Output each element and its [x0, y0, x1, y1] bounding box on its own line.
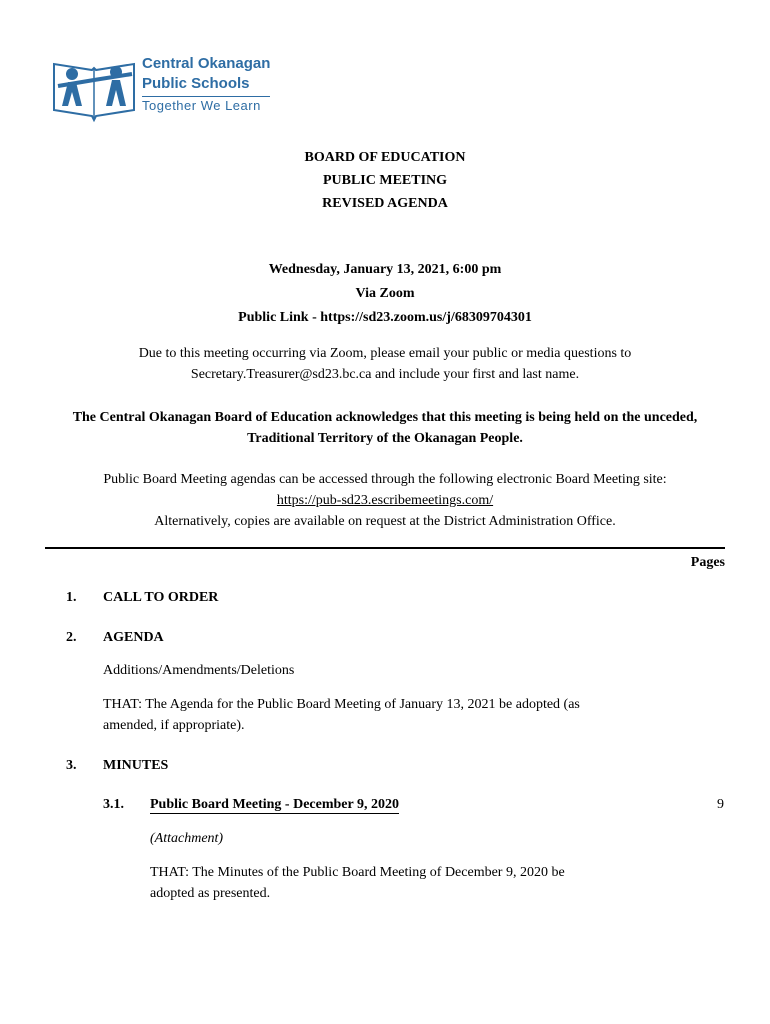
item-2-subtitle: Additions/Amendments/Deletions: [103, 663, 295, 678]
logo-wordmark: [142, 54, 270, 94]
subitem-3-1-page: 9: [717, 797, 724, 812]
logo-tagline: Together We Learn: [142, 98, 261, 113]
meeting-venue: Via Zoom: [355, 286, 415, 301]
meeting-datetime: Wednesday, January 13, 2021, 6:00 pm: [268, 262, 502, 277]
header-line-2: PUBLIC MEETING: [322, 173, 448, 188]
subitem-3-1-motion-line-2: adopted as presented.: [150, 886, 271, 901]
subitem-3-1-title[interactable]: Public Board Meeting - December 9, 2020: [150, 797, 399, 812]
item-2-motion-line-2: amended, if appropriate).: [103, 718, 245, 733]
acknowledgement-line-1: The Central Okanagan Board of Education acknowledges that this meeting is being held on the unceded,: [72, 410, 698, 425]
acknowledgement-line-2: Traditional Territory of the Okanagan People.: [247, 431, 523, 446]
meeting-link[interactable]: Public Link - https://sd23.zoom.us/j/68309704301: [238, 310, 532, 325]
logo-line-2: Public Schools: [142, 75, 250, 92]
item-2-title: AGENDA: [103, 630, 164, 645]
school-children-book-icon: [50, 50, 140, 126]
subitem-3-1-motion-line-1: THAT: The Minutes of the Public Board Meeting of December 9, 2020 be: [150, 865, 565, 880]
logo-divider: [142, 96, 270, 97]
pages-column-header: Pages: [690, 555, 725, 570]
subitem-3-1-attachment[interactable]: (Attachment): [150, 831, 224, 846]
notice-line-2: Secretary.Treasurer@sd23.bc.ca and include your first and last name.: [190, 367, 580, 382]
notice-line-1: Due to this meeting occurring via Zoom, please email your public or media questions to: [138, 346, 632, 361]
access-url-row: [0, 493, 770, 509]
section-divider: [45, 547, 725, 549]
header-line-3: REVISED AGENDA: [322, 196, 448, 211]
item-1-number: 1.: [66, 590, 77, 605]
access-line-1: Public Board Meeting agendas can be accessed through the following electronic Board Meeting site:: [103, 472, 667, 487]
access-line-3: Alternatively, copies are available on request at the District Administration Office.: [154, 514, 616, 529]
district-logo: [50, 50, 280, 126]
item-2-motion-line-1: THAT: The Agenda for the Public Board Meeting of January 13, 2021 be adopted (as: [103, 697, 580, 712]
item-1-title: CALL TO ORDER: [103, 590, 219, 605]
header-line-1: BOARD OF EDUCATION: [304, 150, 466, 165]
item-3-title: MINUTES: [103, 758, 169, 773]
logo-line-1: Central Okanagan: [142, 55, 271, 72]
escribe-meetings-link[interactable]: https://pub-sd23.escribemeetings.com/: [276, 493, 494, 508]
subitem-3-1-number: 3.1.: [103, 797, 124, 812]
item-3-number: 3.: [66, 758, 77, 773]
subitem-3-1-title-wrap[interactable]: [150, 797, 399, 813]
item-2-number: 2.: [66, 630, 77, 645]
